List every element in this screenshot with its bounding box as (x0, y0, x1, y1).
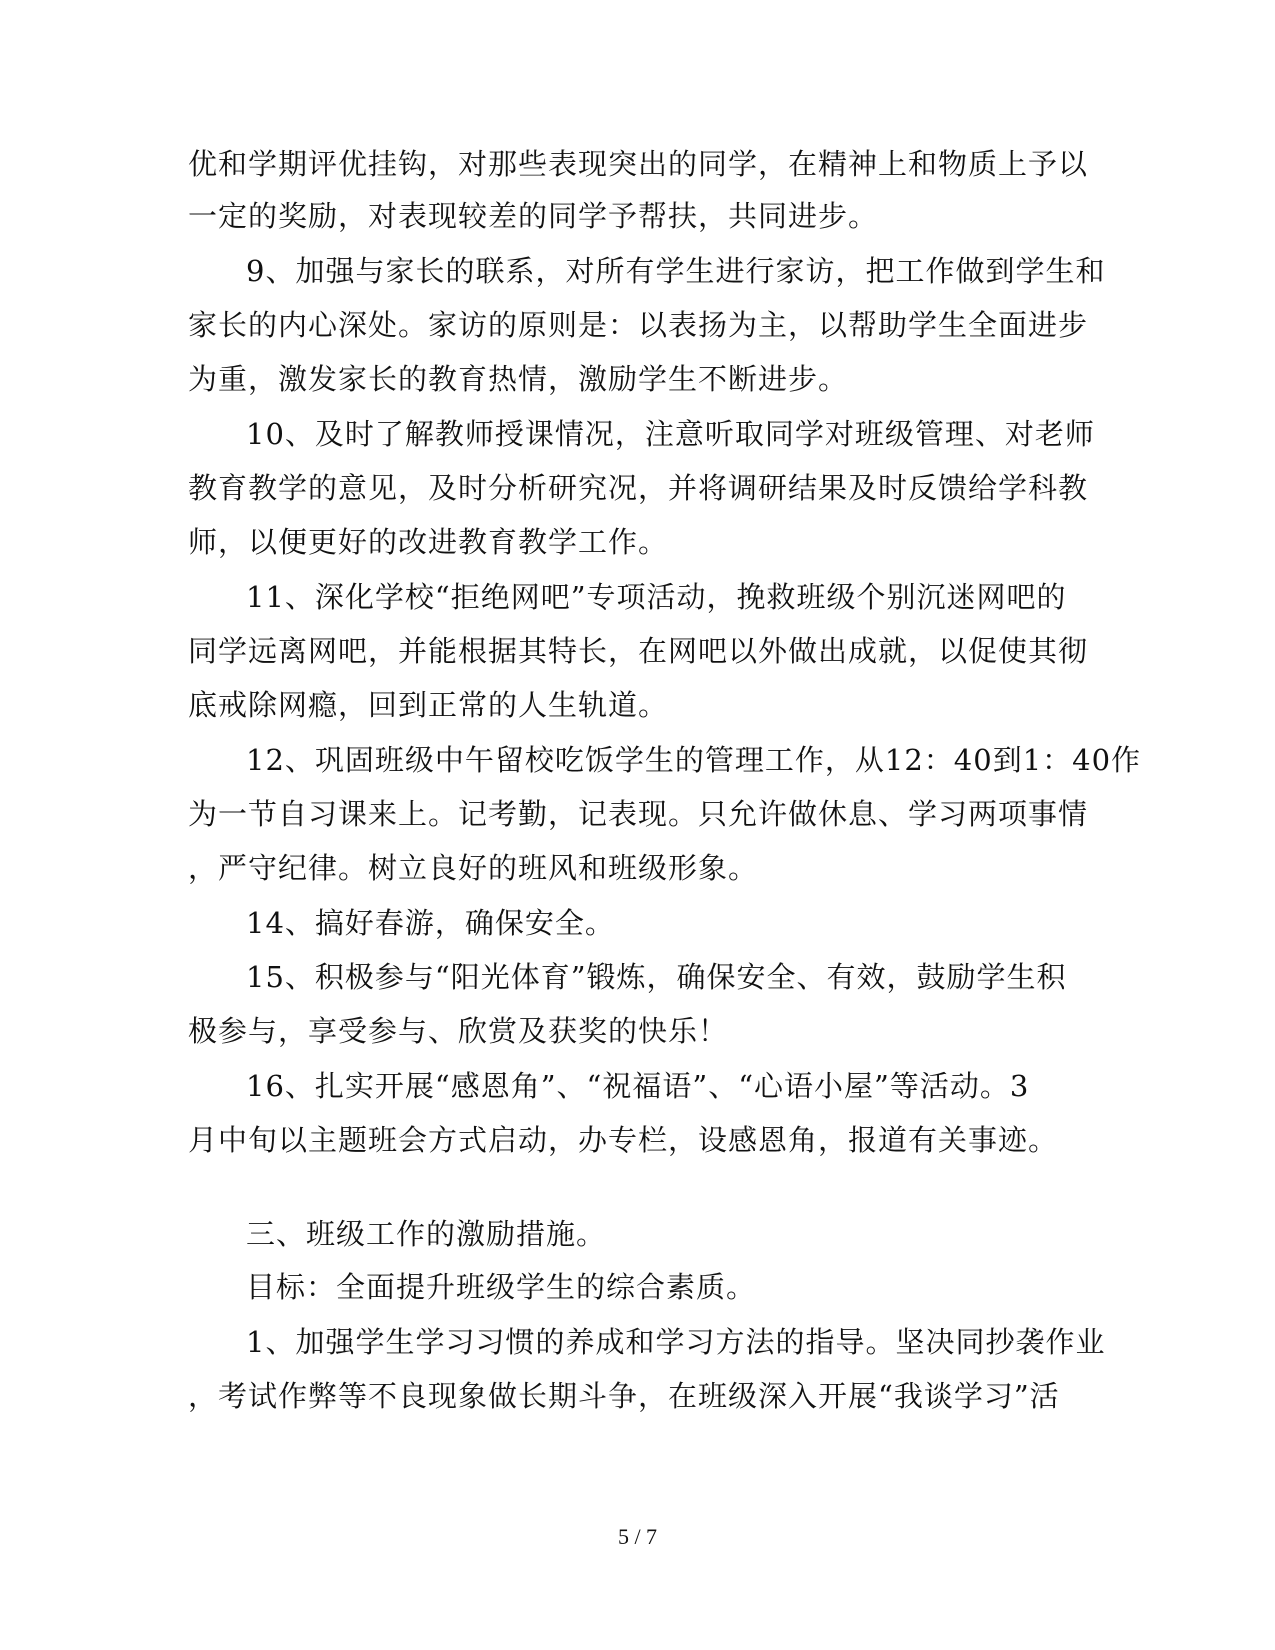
text-line: 教育教学的意见，及时分析研究况，并将调研结果及时反馈给学科教 (188, 471, 1089, 505)
text-line: ，考试作弊等不良现象做长期斗争，在班级深入开展“我谈学习”活 (188, 1379, 1060, 1413)
text-line: 目标：全面提升班级学生的综合素质。 (246, 1270, 757, 1304)
text-line: 为一节自习课来上。记考勤，记表现。只允许做休息、学习两项事情 (188, 797, 1089, 831)
section-heading: 三、班级工作的激励措施。 (246, 1217, 607, 1251)
text-line: 为重，激发家长的教育热情，激励学生不断进步。 (188, 362, 849, 396)
text-line: 11、深化学校“拒绝网吧”专项活动，挽救班级个别沉迷网吧的 (246, 580, 1067, 614)
text-line: ，严守纪律。树立良好的班风和班级形象。 (188, 851, 759, 885)
text-line: 14、搞好春游，确保安全。 (246, 906, 615, 940)
text-line: 一定的奖励，对表现较差的同学予帮扶，共同进步。 (188, 199, 879, 233)
text-line: 9、加强与家长的联系，对所有学生进行家访，把工作做到学生和 (246, 254, 1106, 288)
text-line: 家长的内心深处。家访的原则是：以表扬为主，以帮助学生全面进步 (188, 308, 1089, 342)
text-line: 师，以便更好的改进教育教学工作。 (188, 525, 669, 559)
text-line: 优和学期评优挂钩，对那些表现突出的同学，在精神上和物质上予以 (188, 147, 1089, 181)
page-number: 5 / 7 (617, 1524, 658, 1549)
text-line: 月中旬以主题班会方式启动，办专栏，设感恩角，报道有关事迹。 (188, 1123, 1059, 1157)
text-line: 12、巩固班级中午留校吃饭学生的管理工作，从12：40到1：40作 (246, 743, 1142, 777)
text-line: 16、扎实开展“感恩角”、“祝福语”、“心语小屋”等活动。3 (246, 1069, 1030, 1103)
text-line: 极参与，享受参与、欣赏及获奖的快乐！ (188, 1014, 729, 1048)
text-line: 15、积极参与“阳光体育”锻炼，确保安全、有效，鼓励学生积 (246, 960, 1067, 994)
text-line: 同学远离网吧，并能根据其特长，在网吧以外做出成就，以促使其彻 (188, 634, 1089, 668)
text-line: 底戒除网瘾，回到正常的人生轨道。 (188, 688, 669, 722)
text-line: 1、加强学生学习习惯的养成和学习方法的指导。坚决同抄袭作业 (246, 1325, 1106, 1359)
text-line: 10、及时了解教师授课情况，注意听取同学对班级管理、对老师 (246, 417, 1095, 451)
